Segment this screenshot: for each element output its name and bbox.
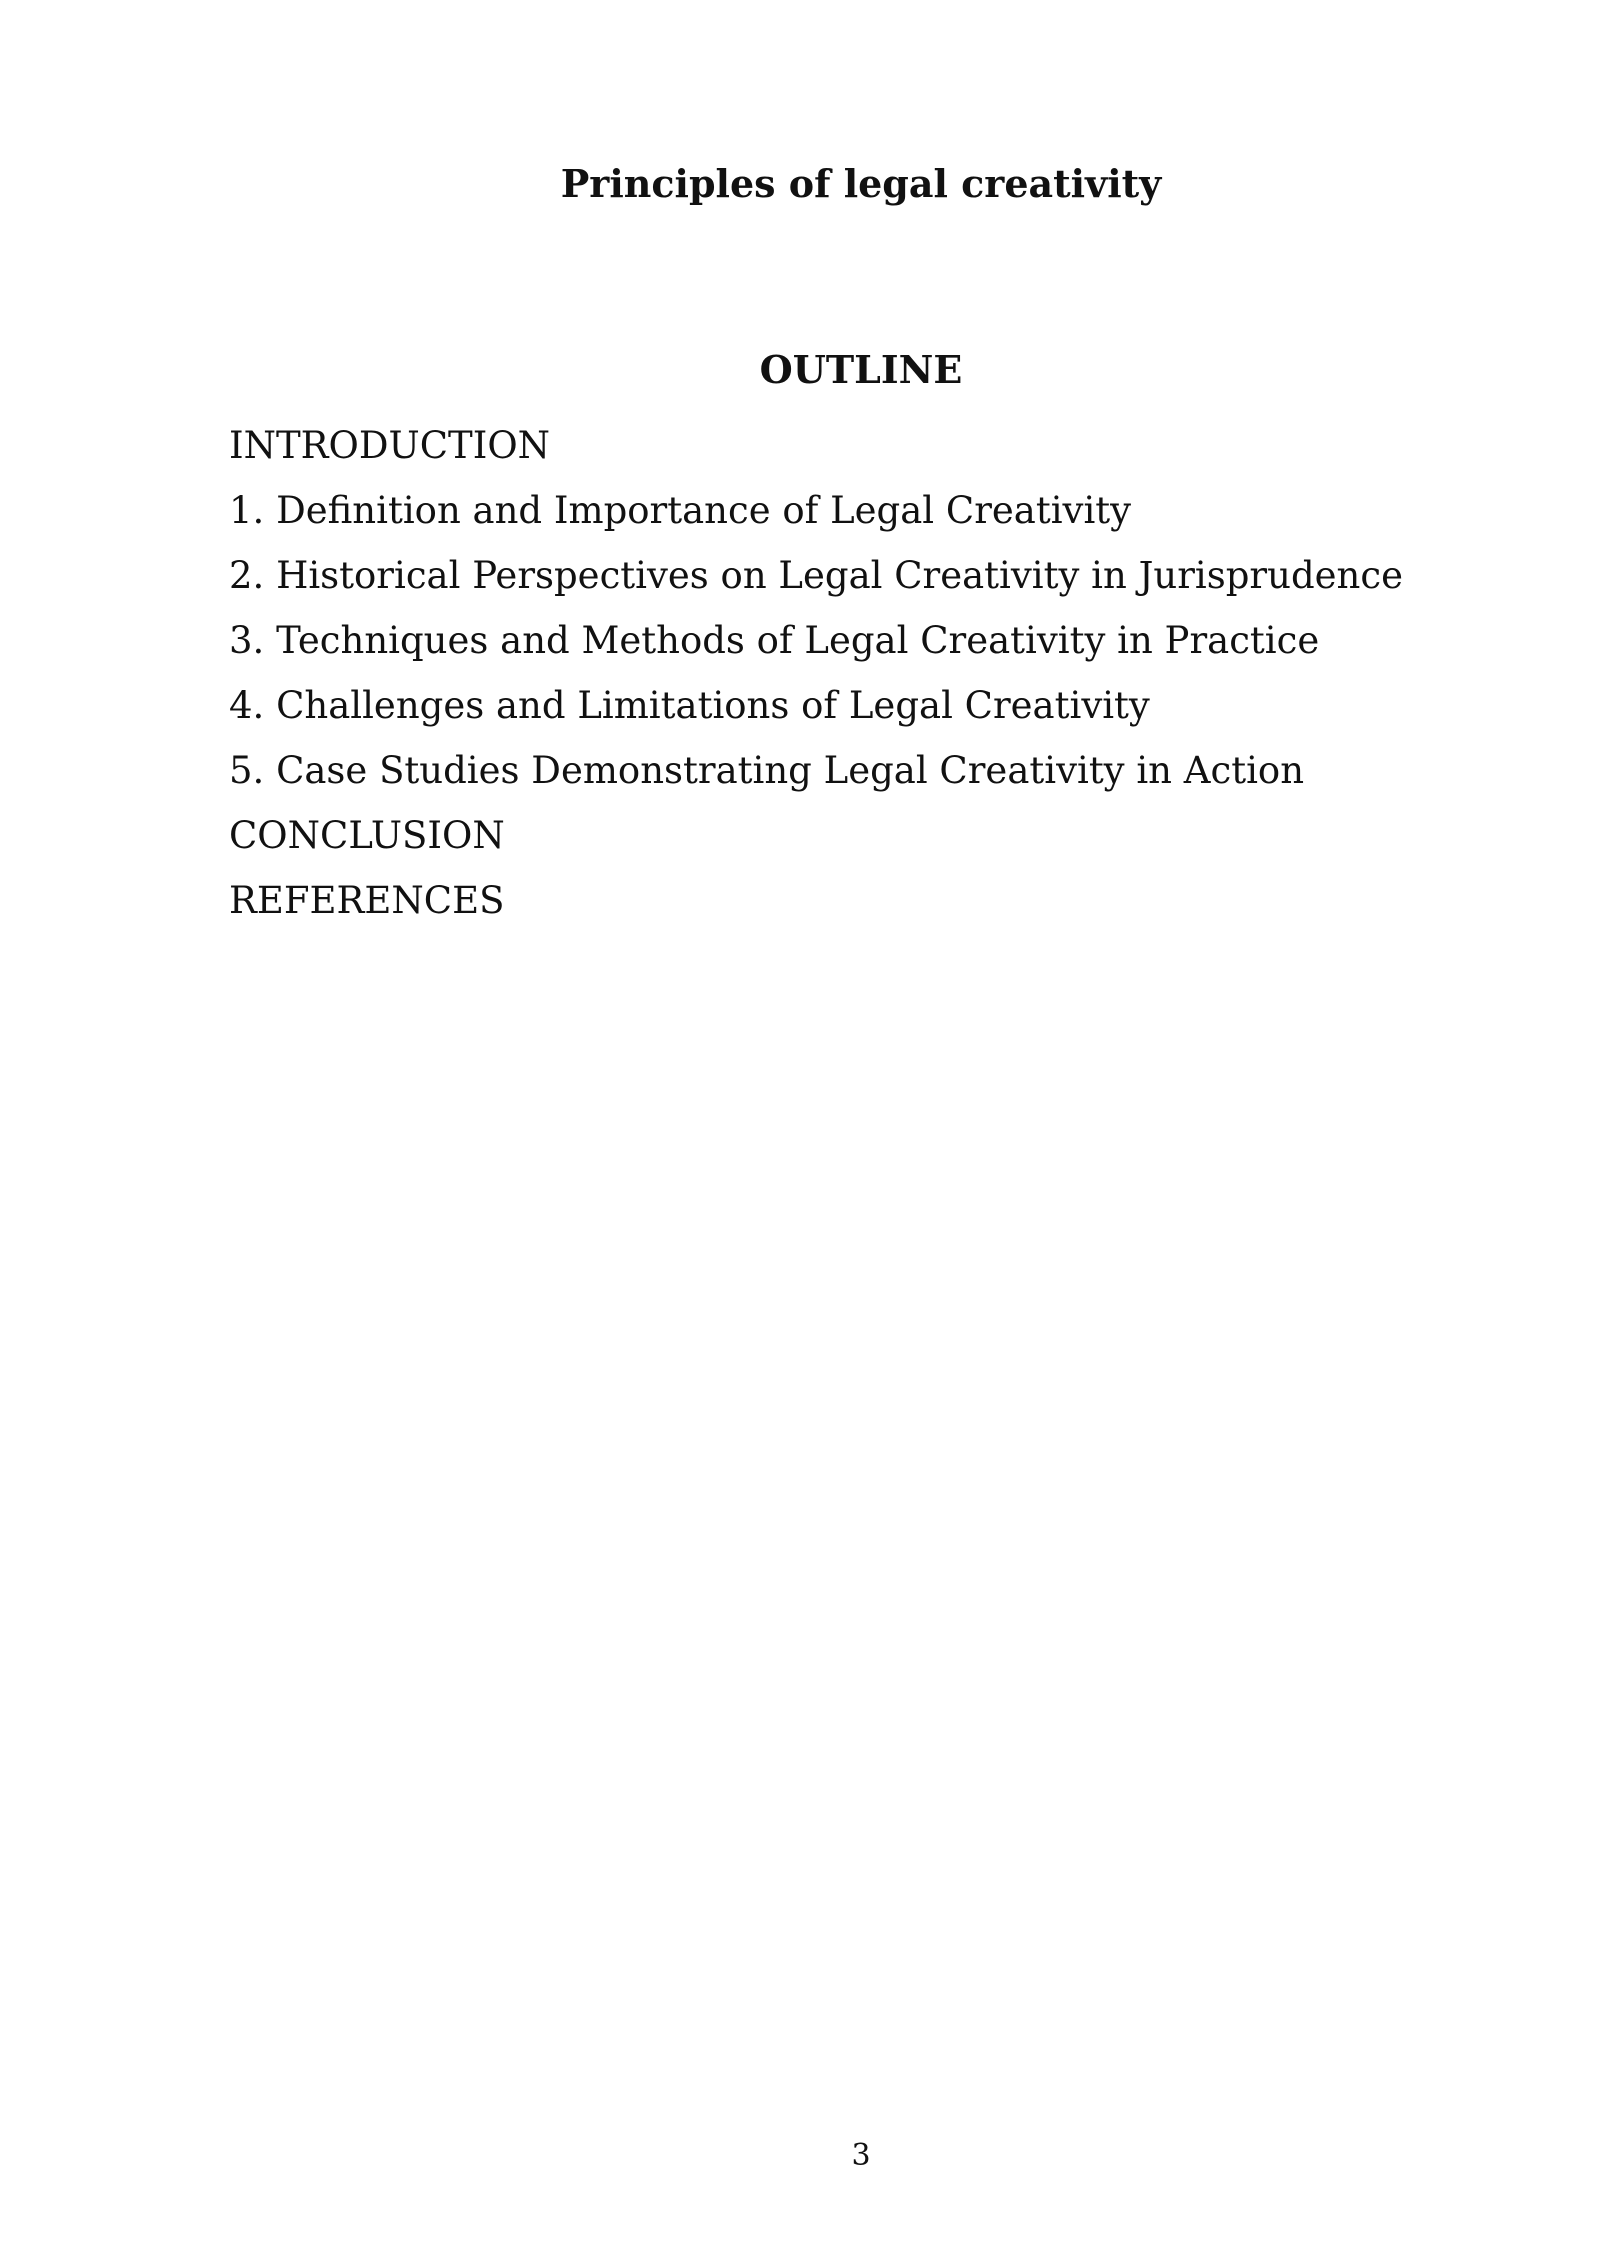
document-title: Principles of legal creativity xyxy=(560,161,1162,206)
outline-item-2: 2. Historical Perspectives on Legal Creativity in Jurisprudence xyxy=(229,554,1403,597)
outline-item-4: 4. Challenges and Limitations of Legal Creativity xyxy=(229,684,1150,727)
outline-item-1: 1. Definition and Importance of Legal Creativity xyxy=(229,489,1132,532)
outline-item-5: 5. Case Studies Demonstrating Legal Creativity in Action xyxy=(229,749,1305,792)
outline-heading: OUTLINE xyxy=(759,347,963,392)
outline-list xyxy=(229,413,1403,933)
outline-item-3: 3. Techniques and Methods of Legal Creativity in Practice xyxy=(229,619,1320,662)
page-number: 3 xyxy=(851,2138,871,2173)
outline-item-introduction: INTRODUCTION xyxy=(229,424,551,467)
outline-item-references: REFERENCES xyxy=(229,879,505,922)
outline-item-conclusion: CONCLUSION xyxy=(229,814,505,857)
